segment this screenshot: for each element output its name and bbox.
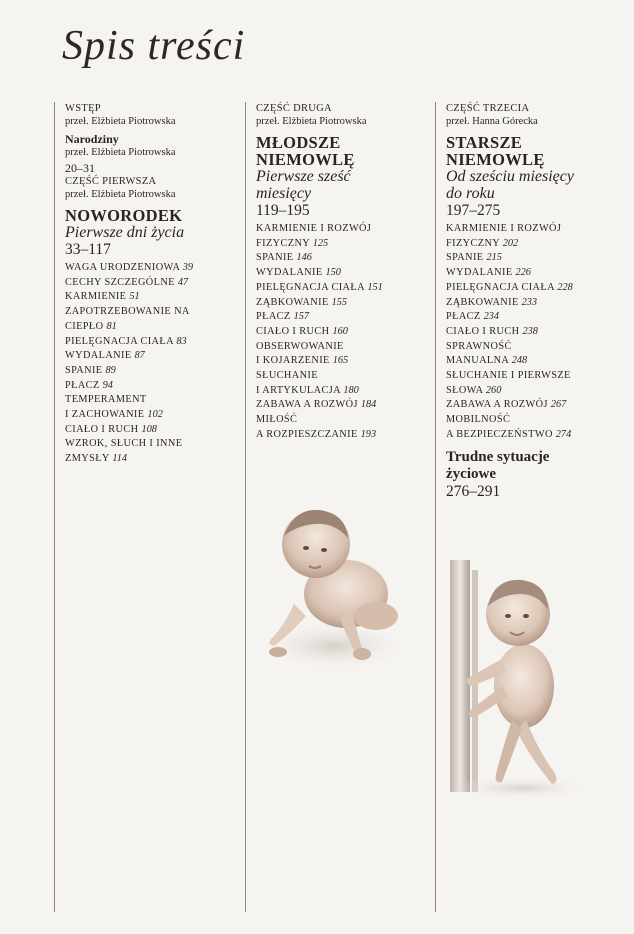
part-label: CZĘŚĆ DRUGA <box>256 103 332 114</box>
list-item[interactable]: FIZYCZNY 202 <box>446 237 519 249</box>
list-item[interactable]: PIELĘGNACJA CIAŁA 228 <box>446 281 573 293</box>
crawling-baby-photo <box>254 486 404 676</box>
part-translator: przeł. Elżbieta Piotrowska <box>256 116 367 127</box>
toc-column-3 <box>435 102 617 912</box>
list-item[interactable]: MIŁOŚĆ <box>256 414 298 426</box>
part-pages: 197–275 <box>446 202 501 219</box>
list-item[interactable]: KARMIENIE I ROZWÓJ <box>446 223 562 234</box>
list-item[interactable]: FIZYCZNY 125 <box>256 237 329 249</box>
list-item[interactable]: OBSERWOWANIE <box>256 340 344 352</box>
list-item[interactable]: ZMYSŁY 114 <box>65 453 128 465</box>
list-item[interactable]: TEMPERAMENT <box>65 394 147 406</box>
list-item[interactable]: KARMIENIE 51 <box>65 291 140 303</box>
list-item[interactable]: PŁACZ 157 <box>256 311 310 323</box>
list-item[interactable]: I ZACHOWANIE 102 <box>65 409 163 421</box>
part-pages: 119–195 <box>256 202 310 219</box>
extra-title-line-2[interactable]: życiowe <box>446 465 496 482</box>
list-item[interactable]: WYDALANIE 150 <box>256 267 341 279</box>
list-item[interactable]: SPANIE 146 <box>256 252 312 264</box>
list-item[interactable]: CIAŁO I RUCH 108 <box>65 423 157 435</box>
list-item[interactable]: I KOJARZENIE 165 <box>256 355 349 367</box>
list-item[interactable]: I ARTYKULACJA 180 <box>256 384 359 396</box>
part-pages: 33–117 <box>65 241 111 258</box>
extra-pages: 276–291 <box>446 482 501 500</box>
list-item[interactable]: A ROZPIESZCZANIE 193 <box>256 428 377 440</box>
list-item[interactable]: ZABAWA A ROZWÓJ 267 <box>446 399 567 411</box>
birth-title[interactable]: Narodziny <box>65 132 119 146</box>
part-subtitle-line-1: Od sześciu miesięcy <box>446 168 574 185</box>
list-item[interactable]: PŁACZ 234 <box>446 311 500 323</box>
part-title[interactable]: NOWORODEK <box>65 206 183 225</box>
list-item[interactable]: SŁUCHANIE <box>256 370 318 382</box>
list-item[interactable]: PIELĘGNACJA CIAŁA 151 <box>256 281 383 293</box>
entry-list <box>446 222 617 443</box>
list-item[interactable]: SŁOWA 260 <box>446 384 502 396</box>
list-item[interactable]: SPANIE 89 <box>65 364 116 376</box>
list-item[interactable]: A BEZPIECZEŃSTWO 274 <box>446 428 572 440</box>
list-item[interactable]: WZROK, SŁUCH I INNE <box>65 438 183 450</box>
part-title-line-1[interactable]: STARSZE <box>446 133 523 152</box>
list-item[interactable]: ZĄBKOWANIE 155 <box>256 296 348 308</box>
part-subtitle: Pierwsze dni życia <box>65 224 185 241</box>
part-title-line-1[interactable]: MŁODSZE <box>256 133 341 152</box>
part-label: CZĘŚĆ TRZECIA <box>446 103 530 114</box>
part-subtitle-line-1: Pierwsze sześć <box>256 168 351 185</box>
extra-title-line-1[interactable]: Trudne sytuacje <box>446 448 550 465</box>
list-item[interactable]: PIELĘGNACJA CIAŁA 83 <box>65 335 187 347</box>
standing-baby-photo <box>442 560 602 800</box>
list-item[interactable]: SPRAWNOŚĆ <box>446 340 512 352</box>
part-subtitle-line-2: miesięcy <box>256 185 312 202</box>
list-item[interactable]: ZAPOTRZEBOWANIE NA <box>65 306 190 318</box>
intro-translator: przeł. Elżbieta Piotrowska <box>65 116 176 127</box>
list-item[interactable]: WAGA URODZENIOWA 39 <box>65 262 194 273</box>
part-translator: przeł. Elżbieta Piotrowska <box>65 189 176 200</box>
list-item[interactable]: ZABAWA A ROZWÓJ 184 <box>256 399 377 411</box>
list-item[interactable]: KARMIENIE I ROZWÓJ <box>256 223 372 234</box>
part-label: CZĘŚĆ PIERWSZA <box>65 176 157 187</box>
list-item[interactable]: MANUALNA 248 <box>446 355 528 367</box>
list-item[interactable]: MOBILNOŚĆ <box>446 414 511 426</box>
part-translator: przeł. Hanna Górecka <box>446 116 538 127</box>
page-title: Spis treści <box>62 23 246 69</box>
list-item[interactable]: SŁUCHANIE I PIERWSZE <box>446 370 571 382</box>
part-title-line-2[interactable]: NIEMOWLĘ <box>256 150 355 169</box>
part-subtitle-line-2: do roku <box>446 185 495 202</box>
list-item[interactable]: ZĄBKOWANIE 233 <box>446 296 538 308</box>
list-item[interactable]: CIAŁO I RUCH 160 <box>256 325 348 337</box>
entry-list <box>65 261 232 467</box>
entry-list <box>256 222 427 443</box>
birth-translator: przeł. Elżbieta Piotrowska <box>65 147 176 158</box>
intro-label[interactable]: WSTĘP <box>65 103 101 114</box>
list-item[interactable]: CIEPŁO 81 <box>65 320 117 332</box>
list-item[interactable]: SPANIE 215 <box>446 252 502 264</box>
toc-column-2 <box>245 102 427 912</box>
part-title-line-2[interactable]: NIEMOWLĘ <box>446 150 545 169</box>
list-item[interactable]: PŁACZ 94 <box>65 379 113 391</box>
toc-column-1 <box>54 102 232 912</box>
birth-pages: 20–31 <box>65 161 95 175</box>
list-item[interactable]: WYDALANIE 226 <box>446 267 531 279</box>
list-item[interactable]: CECHY SZCZEGÓLNE 47 <box>65 276 189 288</box>
list-item[interactable]: WYDALANIE 87 <box>65 350 145 362</box>
list-item[interactable]: CIAŁO I RUCH 238 <box>446 325 538 337</box>
